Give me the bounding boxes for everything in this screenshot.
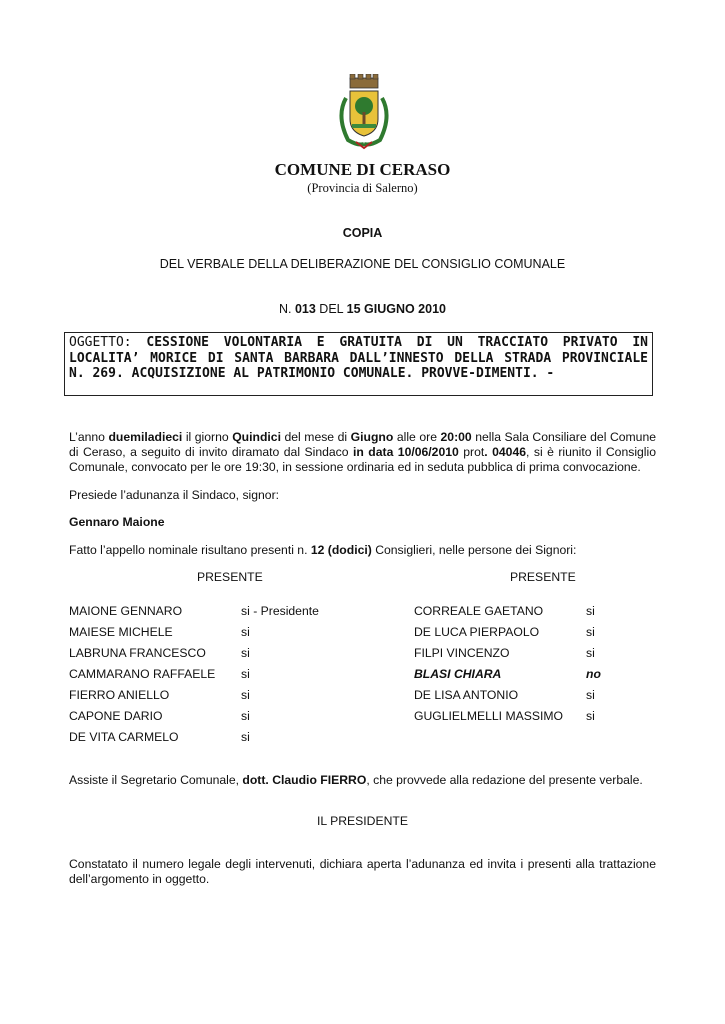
intro-text: nella Sala Consiliare del Comune di Ceraso, a seguito di invito diramato dal Sindaco <box>69 430 657 459</box>
presenza-row <box>69 646 369 667</box>
presenze-right-list <box>414 604 674 730</box>
copia-label: COPIA <box>342 226 383 240</box>
presenza-row <box>414 709 674 730</box>
presenza-row <box>414 667 674 688</box>
presenza-row <box>69 688 369 709</box>
appello-text: Fatto l’appello nominale risultano presenti n. <box>69 543 311 557</box>
consigliere-name: GUGLIELMELLI MASSIMO <box>414 709 563 723</box>
consigliere-name-absent: BLASI CHIARA <box>414 667 502 681</box>
presenza-row <box>69 667 369 688</box>
consigliere-name: DE LUCA PIERPAOLO <box>414 625 540 639</box>
presenza-value: si <box>586 688 595 702</box>
provincia-subtitle: (Provincia di Salerno) <box>307 181 418 195</box>
presenza-row <box>69 709 369 730</box>
intro-mese: Giugno <box>350 430 394 444</box>
presenza-row <box>69 625 369 646</box>
consigliere-name: CAMMARANO RAFFAELE <box>69 667 216 681</box>
presenza-value: si <box>241 667 250 681</box>
appello-count: 12 (dodici) <box>310 543 372 557</box>
oggetto-box <box>64 332 653 396</box>
presenza-value: si <box>586 646 595 660</box>
presenza-value: si - Presidente <box>241 604 319 618</box>
presiede-line: Presiede l’adunanza il Sindaco, signor: <box>69 488 280 502</box>
intro-data: in data 10/06/2010 <box>353 445 459 459</box>
presenza-row <box>414 604 674 625</box>
comune-crest-image <box>328 74 400 154</box>
intro-text: il giorno <box>182 430 233 444</box>
sindaco-name: Gennaro Maione <box>69 515 165 529</box>
consigliere-name: DE VITA CARMELO <box>69 730 179 744</box>
delibera-date: 15 GIUGNO 2010 <box>346 302 446 316</box>
verbale-heading: DEL VERBALE DELLA DELIBERAZIONE DEL CONSIGLIO COMUNALE <box>159 257 566 271</box>
assiste-text: , che provvede alla redazione del presente verbale. <box>366 773 643 787</box>
consigliere-name: MAIESE MICHELE <box>69 625 173 639</box>
consigliere-name: CAPONE DARIO <box>69 709 163 723</box>
presenza-value: si <box>241 688 250 702</box>
intro-text: alle ore <box>393 430 441 444</box>
consigliere-name: FIERRO ANIELLO <box>69 688 170 702</box>
presenza-row <box>69 730 369 751</box>
intro-giorno: Quindici <box>232 430 281 444</box>
presenza-value-absent: no <box>586 667 601 681</box>
intro-text: , si è riunito il Consiglio Comunale, convocato per le ore 19:30, in sessione ordinaria ed in seduta pubblica di prima convocazione. <box>69 445 656 474</box>
intro-anno: duemiladieci <box>108 430 183 444</box>
number-label: N. <box>278 302 295 316</box>
intro-text: L’anno <box>69 430 109 444</box>
number-value: 013 <box>294 302 316 316</box>
presenza-row <box>414 625 674 646</box>
presidente-heading: IL PRESIDENTE <box>317 814 408 828</box>
consigliere-name: FILPI VINCENZO <box>414 646 510 660</box>
delibera-number <box>0 302 725 316</box>
consigliere-name: LABRUNA FRANCESCO <box>69 646 206 660</box>
presenza-value: si <box>586 625 595 639</box>
intro-prot: . 04046 <box>484 445 527 459</box>
intro-ore: 20:00 <box>440 430 472 444</box>
appello-line <box>69 543 656 558</box>
consigliere-name: MAIONE GENNARO <box>69 604 183 618</box>
presenza-row <box>414 688 674 709</box>
intro-paragraph <box>69 430 656 475</box>
presenza-value: si <box>241 709 250 723</box>
presenza-value: si <box>586 709 595 723</box>
del-label: DEL <box>315 302 347 316</box>
assiste-line <box>69 773 656 788</box>
presenza-row <box>414 646 674 667</box>
presente-header-right: PRESENTE <box>510 570 576 584</box>
intro-text: del mese di <box>280 430 351 444</box>
presenza-value: si <box>241 646 250 660</box>
presenza-value: si <box>586 604 595 618</box>
presente-header-left: PRESENTE <box>197 570 263 584</box>
presenze-left-list <box>69 604 369 751</box>
presenza-row <box>69 604 369 625</box>
appello-text: Consiglieri, nelle persone dei Signori: <box>371 543 577 557</box>
presenza-value: si <box>241 625 250 639</box>
intro-text: prot <box>458 445 485 459</box>
consigliere-name: CORREALE GAETANO <box>414 604 544 618</box>
comune-title: COMUNE DI CERASO <box>274 160 451 179</box>
presenza-value: si <box>241 730 250 744</box>
oggetto-label: OGGETTO: <box>69 335 132 350</box>
assiste-text: Assiste il Segretario Comunale, <box>69 773 243 787</box>
consigliere-name: DE LISA ANTONIO <box>414 688 519 702</box>
oggetto-text: CESSIONE VOLONTARIA E GRATUITA DI UN TRACCIATO PRIVATO IN LOCALITA’ MORICE DI SANTA BARBARA DALL’INNESTO DELLA STRADA PROVINCIALE N. 269. ACQUISIZIONE AL PATRIMONIO COMUNALE. PROVVE-DIMENTI. - <box>69 335 648 381</box>
constatato-paragraph: Constatato il numero legale degli intervenuti, dichiara aperta l’adunanza ed invita i presenti alla trattazione dell’argomento in oggetto. <box>69 857 656 886</box>
segretario-name: dott. Claudio FIERRO <box>242 773 367 787</box>
